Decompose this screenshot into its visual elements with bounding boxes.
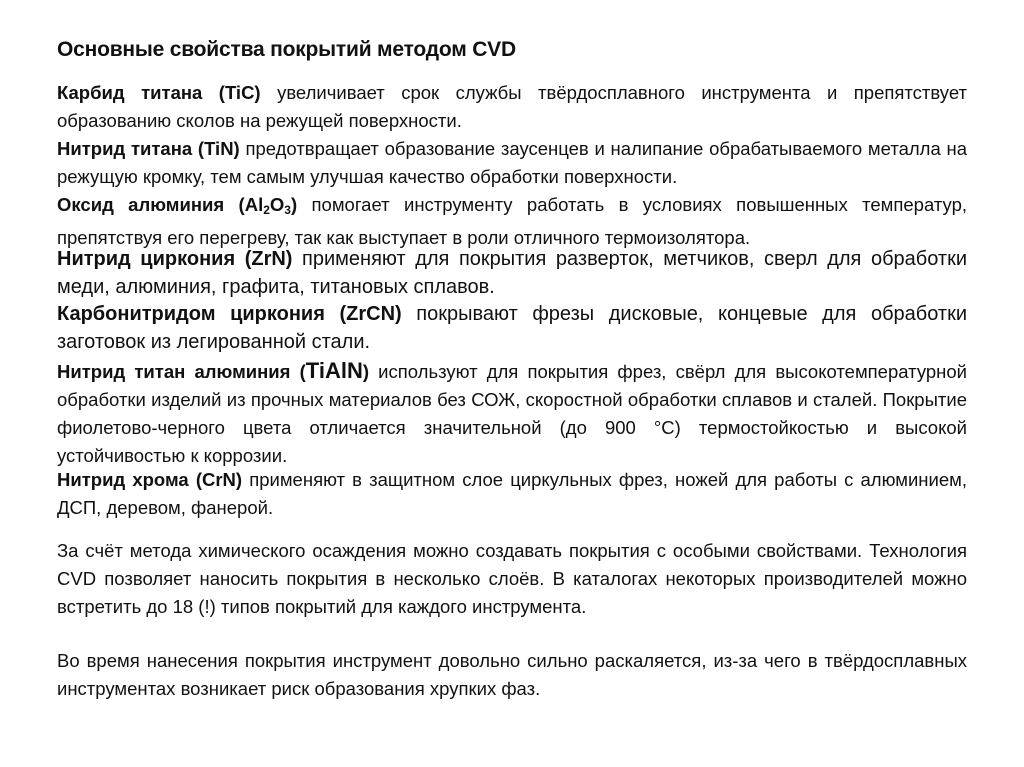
item-name: Карбонитридом циркония (ZrCN) xyxy=(57,303,402,325)
item-text: увеличивает срок службы твёрдосплавного инструмента и препятствует образованию сколов на режущей поверхности. xyxy=(57,82,967,131)
paragraph-heating: Во время нанесения покрытия инструмент довольно сильно раскаляется, из-за чего в твёрдосплавных инструментах возникает риск образования хрупких фаз. xyxy=(57,650,967,699)
item-name: Карбид титана (TiC) xyxy=(57,82,261,103)
item-text: применяют для покрытия разверток, метчиков, сверл для обработки меди, алюминия, графита, титановых сплавов. xyxy=(57,248,968,298)
item-text: предотвращает образование заусенцев и налипание обрабатываемого металла на режущую кромку, тем самым улучшая качество обработки поверхности. xyxy=(57,138,967,187)
item-al2o3 xyxy=(57,191,967,252)
item-crn xyxy=(57,466,967,522)
item-text: помогает инструменту работать в условиях повышенных температур, препятствуя его перегреву, так как выступает в роли отличного термоизолятора. xyxy=(57,194,967,248)
page-title: Основные свойства покрытий методом CVD xyxy=(57,38,516,61)
item-zrcn xyxy=(57,300,967,356)
paragraph-cvd-layers: За счёт метода химического осаждения можно создавать покрытия с особыми свойствами. Технология CVD позволяет наносить покрытия в несколько слоёв. В каталогах некоторых производителей можно встретить до 18 (!) типов покрытий для каждого инструмента. xyxy=(57,540,967,617)
item-tic xyxy=(57,79,967,135)
item-zrn xyxy=(57,245,967,301)
item-tin xyxy=(57,135,967,191)
item-text: покрывают фрезы дисковые, концевые для обработки заготовок из легированной стали. xyxy=(57,303,967,353)
item-name: Нитрид циркония (ZrN) xyxy=(57,248,293,270)
item-tialn xyxy=(57,357,967,470)
item-name: Нитрид хрома (CrN) xyxy=(57,469,243,490)
item-name: Оксид алюминия $(Al_2O_3)$ xyxy=(57,194,298,217)
item-text: применяют в защитном слое циркульных фрез, ножей для работы с алюминием, ДСП, деревом, фанерой. xyxy=(57,469,967,518)
item-name: Нитрид титана (TiN) xyxy=(57,138,240,159)
item-text: используют для покрытия фрез, свёрл для высокотемпературной обработки изделий из прочных материалов без СОЖ, скоростной обработки сплавов и сталей. Покрытие фиолетово-черного цвета отличается значительной (до 900 °C) термостойкостью и высокой устойчивостью к коррозии. xyxy=(57,361,967,466)
item-name: Нитрид титан алюминия (TiAlN) xyxy=(57,358,370,383)
